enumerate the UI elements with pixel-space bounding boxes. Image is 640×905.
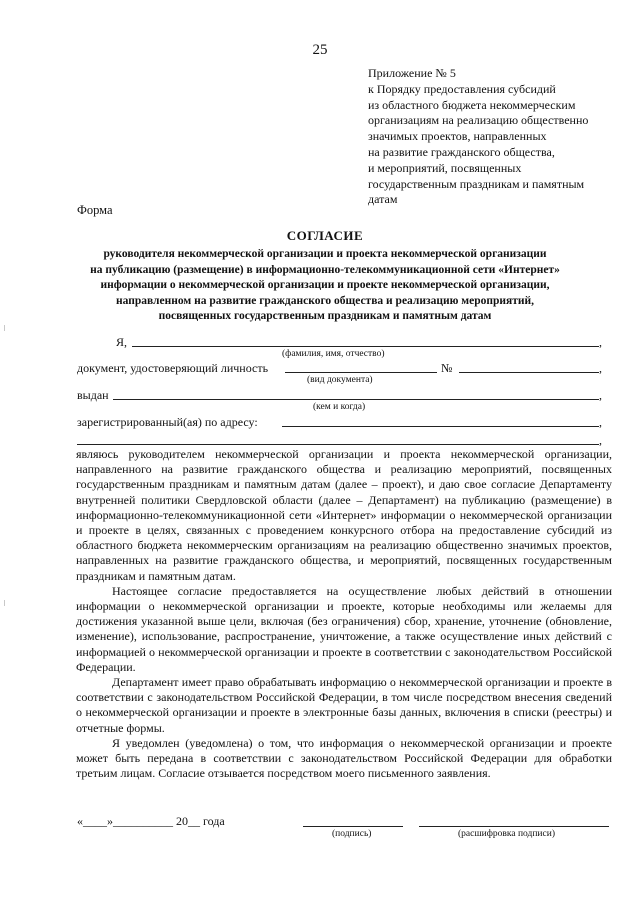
signature-line[interactable] <box>303 826 403 827</box>
issued-comma: , <box>599 388 602 402</box>
signature-caption: (подпись) <box>332 829 372 839</box>
document-comma: , <box>599 361 602 375</box>
address-comma-1: , <box>599 415 602 429</box>
annex-line: к Порядку предоставления субсидий <box>368 81 556 96</box>
fio-caption: (фамилия, имя, отчество) <box>282 349 385 359</box>
annex-line: и мероприятий, посвященных <box>368 160 522 175</box>
subtitle-line: посвященных государственным праздникам и памятным датам <box>158 310 492 323</box>
annex-line: государственным праздникам и памятным <box>368 176 585 191</box>
address-input-line-2[interactable] <box>77 444 599 445</box>
document-subtitle <box>60 247 590 325</box>
document-number-label: № <box>441 361 453 375</box>
paragraph-4: Я уведомлен (уведомлена) о том, что информация о некоммерческой организации и проекте может быть передана в соответствии с законодательством Российской Федерации для обработки третьим лицам. Согласие отзывается посредством моего письменного заявления. <box>76 735 612 781</box>
annex-line: Приложение № 5 <box>368 66 456 80</box>
document-title: СОГЛАСИЕ <box>286 228 364 243</box>
address-comma-2: , <box>599 433 602 447</box>
consent-body <box>76 447 612 781</box>
document-label: документ, удостоверяющий личность <box>77 361 269 375</box>
subtitle-line: информации о некоммерческой организации и проекте некоммерческой организации, <box>100 279 550 292</box>
subtitle-line: руководителя некоммерческой организации и проекта некоммерческой организации <box>103 248 547 260</box>
issued-caption: (кем и когда) <box>313 402 366 412</box>
subtitle-line: направленном на развитие гражданского общества и реализацию мероприятий, <box>116 294 534 307</box>
document-type-caption: (вид документа) <box>307 375 373 385</box>
scan-artifact <box>4 325 5 331</box>
document-type-input-line[interactable] <box>285 372 437 373</box>
signature-date[interactable]: «____»__________ 20__ года <box>77 814 225 828</box>
annex-line: значимых проектов, направленных <box>368 129 547 144</box>
subtitle-line: на публикацию (размещение) в информационно-телекоммуникационной сети «Интернет» <box>90 263 560 276</box>
fio-input-line[interactable] <box>132 346 599 347</box>
paragraph-1: являюсь руководителем некоммерческой организации и проекта некоммерческой организации, направленного на развитие гражданского общества и реализацию мероприятий, посвященных государственным праздникам и памятным датам (далее – проект), и даю свое согласие Департаменту внутренней политики Свердловской области (далее – Департамент) на публикацию (размещение) в информационно-телекоммуникационной сети «Интернет» информации о некоммерческой организации и проекте в целях, связанных с проведением конкурсного отбора на предоставление субсидий из областного бюджета некоммерческим организациям на реализацию общественно значимых проектов, направленных на развитие гражданского общества, и мероприятий, посвященных государственным праздникам и памятным датам. <box>76 447 612 583</box>
fio-comma: , <box>599 335 602 349</box>
annex-line: на развитие гражданского общества, <box>368 144 555 159</box>
address-input-line-1[interactable] <box>282 426 599 427</box>
paragraph-2: Настоящее согласие предоставляется на осуществление любых действий в отношении информации о некоммерческой организации и проекте, которые необходимы или желаемы для достижения указанной выше цели, включая (без ограничения) сбор, хранение, уточнение (обновление, изменение), использование, распространение, уничтожение, а также осуществление иных действий с информацией о некоммерческой организации и проекте в соответствии с законодательством Российской Федерации. <box>76 583 612 674</box>
annex-line: датам <box>368 192 398 207</box>
issued-input-line[interactable] <box>113 399 599 400</box>
issued-label: выдан <box>77 388 109 402</box>
document-number-input-line[interactable] <box>459 372 599 373</box>
annex-line: из областного бюджета некоммерческим <box>368 97 576 112</box>
signature-decoding-caption: (расшифровка подписи) <box>458 829 555 839</box>
annex-line: организациям на реализацию общественно <box>368 113 589 128</box>
signature-decoding-line[interactable] <box>419 826 609 827</box>
annex-block <box>368 66 588 208</box>
form-label: Форма <box>77 203 113 217</box>
fio-label: Я, <box>116 335 128 349</box>
scan-artifact <box>4 600 5 606</box>
paragraph-3: Департамент имеет право обрабатывать информацию о некоммерческой организации и проекте в соответствии с законодательством Российской Федерации, в том числе посредством внесения сведений о некоммерческой организации и проекте в электронные базы данных, включения в списки (реестры) и отчетные формы. <box>76 675 612 735</box>
page-number: 25 <box>312 42 328 58</box>
address-label: зарегистрированный(ая) по адресу: <box>77 415 258 429</box>
